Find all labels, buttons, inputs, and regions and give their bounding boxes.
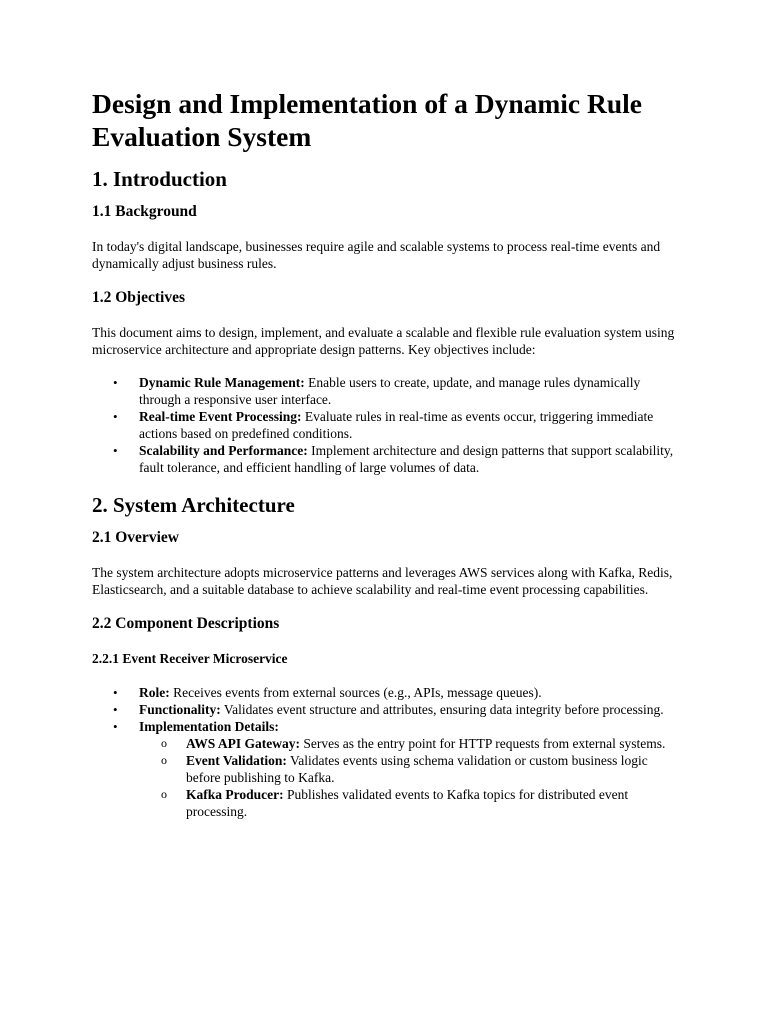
list-item-desc: Implement architecture and design patterns that support scalability, fault tolerance, and efficient handling of large volumes of data.: [139, 443, 674, 475]
list-item-desc: Evaluate rules in real-time as events occur, triggering immediate actions based on predefined conditions.: [139, 409, 654, 441]
event-receiver-list: [92, 684, 676, 820]
subsection-objectives-heading: 1.2 Objectives: [92, 289, 185, 306]
sublist-item-term: AWS API Gateway:: [186, 736, 300, 751]
subsection-component-descriptions-heading: 2.2 Component Descriptions: [92, 615, 280, 632]
sublist-item-term: Kafka Producer:: [186, 787, 284, 802]
list-item: [92, 408, 676, 442]
objectives-paragraph: This document aims to design, implement, and evaluate a scalable and flexible rule evaluation system using microservice architecture and appropriate design patterns. Key objectives include:: [92, 325, 675, 357]
list-item-term: Implementation Details:: [139, 719, 279, 734]
subsection-overview-heading: 2.1 Overview: [92, 529, 179, 546]
sublist-item-term: Event Validation:: [186, 753, 287, 768]
objectives-list: [92, 374, 676, 476]
list-item-desc: Validates event structure and attributes, ensuring data integrity before processing.: [220, 702, 664, 717]
subsection-background-heading: 1.1 Background: [92, 203, 197, 220]
sublist-item-desc: Serves as the entry point for HTTP requests from external systems.: [300, 736, 666, 751]
subsubsection-event-receiver-heading: 2.2.1 Event Receiver Microservice: [92, 651, 288, 666]
list-item-term: Functionality:: [139, 702, 221, 717]
overview-paragraph: The system architecture adopts microservice patterns and leverages AWS services along with Kafka, Redis, Elasticsearch, and a suitable database to achieve scalability and real-time event processing capabilities.: [92, 565, 673, 597]
list-item: [92, 684, 676, 701]
list-item-desc: Receives events from external sources (e.g., APIs, message queues).: [169, 685, 542, 700]
bullet-circle: o: [161, 736, 167, 750]
list-item: [92, 374, 676, 408]
list-item: [92, 718, 676, 820]
list-item-term: Dynamic Rule Management:: [139, 375, 305, 390]
bullet-disc: •: [113, 409, 118, 424]
sublist-item: [139, 752, 676, 786]
list-item: [92, 442, 676, 476]
sublist-item-desc: Validates events using schema validation or custom business logic before publishing to Kafka.: [186, 753, 648, 785]
bullet-circle: o: [161, 787, 167, 801]
bullet-disc: •: [113, 375, 118, 390]
bullet-disc: •: [113, 719, 118, 734]
implementation-details-sublist: [139, 735, 676, 820]
bullet-disc: •: [113, 685, 118, 700]
section-system-architecture-heading: 2. System Architecture: [92, 493, 295, 517]
document-title: Design and Implementation of a Dynamic Rule Evaluation System: [92, 88, 643, 152]
background-paragraph: In today's digital landscape, businesses require agile and scalable systems to process real-time events and dynamically adjust business rules.: [92, 239, 661, 271]
list-item: [92, 701, 676, 718]
bullet-disc: •: [113, 443, 118, 458]
list-item-term: Scalability and Performance:: [139, 443, 308, 458]
sublist-item: [139, 786, 676, 820]
list-item-term: Real-time Event Processing:: [139, 409, 302, 424]
bullet-disc: •: [113, 702, 118, 717]
bullet-circle: o: [161, 753, 167, 767]
sublist-item: [139, 735, 676, 752]
list-item-desc: Enable users to create, update, and manage rules dynamically through a responsive user interface.: [139, 375, 641, 407]
section-introduction-heading: 1. Introduction: [92, 167, 227, 191]
list-item-term: Role:: [139, 685, 170, 700]
sublist-item-desc: Publishes validated events to Kafka topics for distributed event processing.: [186, 787, 629, 819]
